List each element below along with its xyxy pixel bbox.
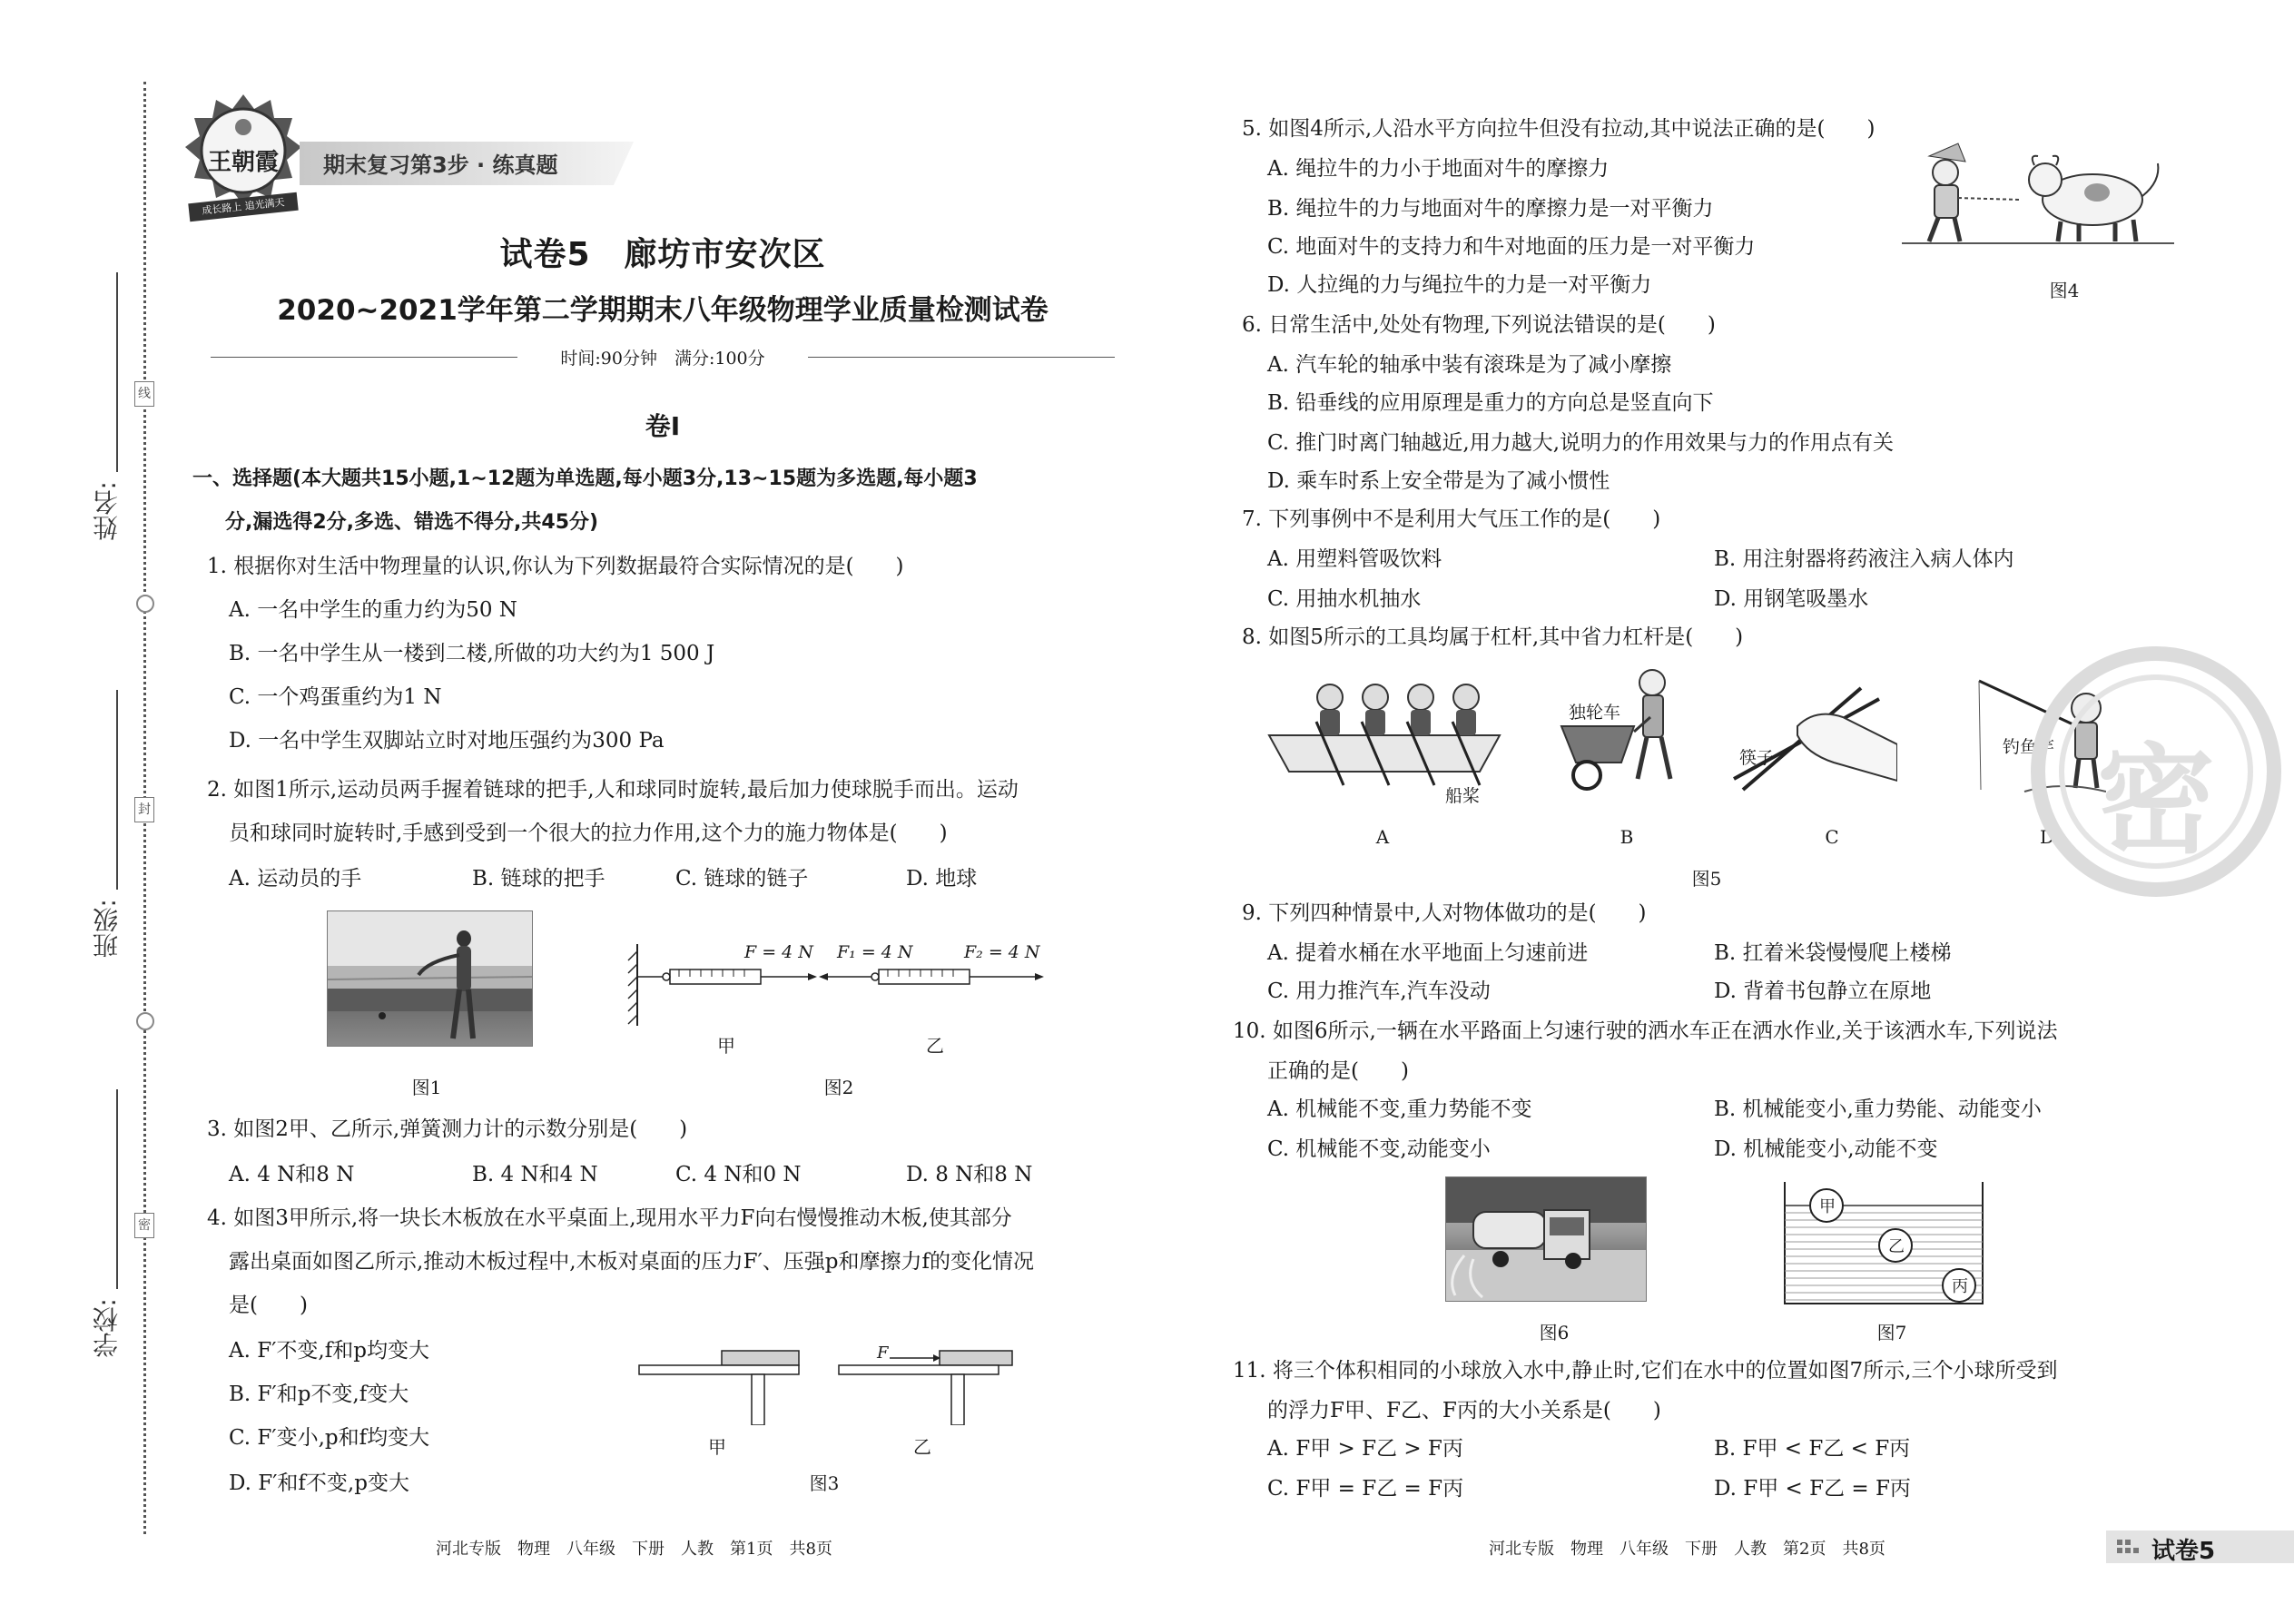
q10-option-b[interactable]: B. 机械能变小,重力势能、动能变小 <box>1714 1097 2042 1121</box>
fig5-option-label-c[interactable]: C <box>1825 826 1839 848</box>
q5-stem: 5. 如图4所示,人沿水平方向拉牛但没有拉动,其中说法正确的是( ) <box>1242 117 1876 141</box>
q10-stem-line2: 正确的是( ) <box>1267 1059 1409 1083</box>
q9-option-b[interactable]: B. 扛着米袋慢慢爬上楼梯 <box>1714 941 1952 965</box>
fig5-panel-a-boat-oars <box>1262 672 1507 790</box>
q3-option-d[interactable]: D. 8 N和8 N <box>906 1163 1033 1186</box>
fig5-label-oars: 船桨 <box>1445 786 1481 806</box>
fig2-force-f1: F₁ = 4 N <box>837 942 913 962</box>
q3-option-b[interactable]: B. 4 N和4 N <box>472 1163 598 1186</box>
fig5-option-label-b[interactable]: B <box>1620 826 1634 848</box>
q2-option-c[interactable]: C. 链球的链子 <box>675 867 809 891</box>
q10-option-c[interactable]: C. 机械能不变,动能变小 <box>1267 1137 1491 1161</box>
name-label: 姓名: <box>92 481 122 541</box>
exam-info: 时间:90分钟 满分:100分 <box>560 349 765 369</box>
fig3-force-f: F <box>877 1343 889 1363</box>
q4-option-a[interactable]: A. F′不变,f和p均变大 <box>229 1339 429 1363</box>
seal-box-line: 线 <box>134 381 154 407</box>
q4-stem-line1: 4. 如图3甲所示,将一块长木板放在水平桌面上,现用水平力F向右慢慢推动木板,使其部分 <box>207 1206 1012 1230</box>
paper-title: 试卷5 廊坊市安次区 <box>499 236 826 273</box>
q2-option-d[interactable]: D. 地球 <box>906 867 978 891</box>
binding-hole-bottom <box>136 1012 154 1030</box>
q10-option-d[interactable]: D. 机械能变小,动能不变 <box>1714 1137 1938 1161</box>
fig5-panel-b-wheelbarrow <box>1543 663 1707 799</box>
q2-stem-line1: 2. 如图1所示,运动员两手握着链球的把手,人和球同时旋转,最后加力使球脱手而出。运动 <box>207 778 1019 802</box>
publisher-logo <box>180 91 307 218</box>
q7-option-d[interactable]: D. 用钢笔吸墨水 <box>1714 587 1869 611</box>
q1-option-a[interactable]: A. 一名中学生的重力约为50 N <box>229 598 517 622</box>
info-rule-right <box>808 357 1115 358</box>
q10-option-a[interactable]: A. 机械能不变,重力势能不变 <box>1267 1097 1532 1121</box>
q7-option-b[interactable]: B. 用注射器将药液注入病人体内 <box>1714 547 2014 571</box>
fig2-spring-scale-diagram <box>626 926 1044 1026</box>
banner-text: 期末复习第3步 · 练真题 <box>323 153 558 178</box>
q6-option-c[interactable]: C. 推门时离门轴越近,用力越大,说明力的作用效果与力的作用点有关 <box>1267 431 1895 455</box>
q6-option-d[interactable]: D. 乘车时系上安全带是为了减小惯性 <box>1267 469 1610 493</box>
fig7-ball-bing: 丙 <box>1952 1277 1968 1296</box>
q11-stem-line2: 的浮力F甲、F乙、F丙的大小关系是( ) <box>1267 1399 1661 1422</box>
q9-option-a[interactable]: A. 提着水桶在水平地面上匀速前进 <box>1267 941 1589 965</box>
q5-option-c[interactable]: C. 地面对牛的支持力和牛对地面的压力是一对平衡力 <box>1267 235 1756 259</box>
fig1-hammer-throw-photo <box>327 910 533 1047</box>
binding-hole-top <box>136 595 154 613</box>
stamp-character: 密 <box>2096 732 2215 870</box>
fig5-label-chopsticks: 筷子 <box>1739 748 1775 768</box>
fig2-caption: 图2 <box>823 1077 854 1098</box>
school-field[interactable] <box>116 1089 118 1289</box>
q1-option-d[interactable]: D. 一名中学生双脚站立时对地压强约为300 Pa <box>229 729 665 753</box>
q2-option-a[interactable]: A. 运动员的手 <box>229 867 362 891</box>
fig2-label-jia: 甲 <box>717 1035 735 1057</box>
q5-option-d[interactable]: D. 人拉绳的力与绳拉牛的力是一对平衡力 <box>1267 273 1652 297</box>
name-field[interactable] <box>116 272 118 472</box>
q3-stem: 3. 如图2甲、乙所示,弹簧测力计的示数分别是( ) <box>207 1117 688 1141</box>
info-rule-left <box>211 357 517 358</box>
q5-option-b[interactable]: B. 绳拉牛的力与地面对牛的摩擦力是一对平衡力 <box>1267 197 1714 221</box>
section-heading: 卷Ⅰ <box>645 411 681 441</box>
fig7-ball-jia: 甲 <box>1819 1197 1836 1216</box>
q2-stem-line2: 员和球同时旋转时,手感到受到一个很大的拉力作用,这个力的施力物体是( ) <box>229 822 948 845</box>
fig1-caption: 图1 <box>411 1077 442 1098</box>
seal-box-secret: 密 <box>134 1213 154 1238</box>
section1-line2: 分,漏选得2分,多选、错选不得分,共45分) <box>225 511 599 534</box>
class-label: 班级: <box>92 899 122 959</box>
q4-option-c[interactable]: C. F′变小,p和f均变大 <box>229 1426 430 1450</box>
seal-box-seal: 封 <box>134 797 154 822</box>
q7-option-c[interactable]: C. 用抽水机抽水 <box>1267 587 1422 611</box>
fig5-label-wheelbarrow: 独轮车 <box>1569 703 1621 723</box>
q9-stem: 9. 下列四种情景中,人对物体做功的是( ) <box>1242 901 1647 925</box>
fig5-option-label-d[interactable]: D <box>2039 826 2055 848</box>
fig5-caption: 图5 <box>1691 868 1722 890</box>
school-label: 学校: <box>92 1298 122 1358</box>
q4-option-b[interactable]: B. F′和p不变,f变大 <box>229 1383 409 1406</box>
q5-option-a[interactable]: A. 绳拉牛的力小于地面对牛的摩擦力 <box>1267 157 1610 181</box>
q4-stem-line3: 是( ) <box>229 1294 308 1317</box>
fig7-caption: 图7 <box>1876 1322 1907 1343</box>
q11-option-d[interactable]: D. F甲 < F乙 = F丙 <box>1714 1477 1911 1501</box>
q6-option-a[interactable]: A. 汽车轮的轴承中装有滚珠是为了减小摩擦 <box>1267 353 1672 377</box>
q1-option-b[interactable]: B. 一名中学生从一楼到二楼,所做的功大约为1 500 J <box>229 642 715 665</box>
q7-stem: 7. 下列事例中不是利用大气压工作的是( ) <box>1242 507 1661 531</box>
section1-line1: 一、选择题(本大题共15小题,1~12题为单选题,每小题3分,13~15题为多选题,每小题3 <box>192 468 978 490</box>
fig2-force-f: F = 4 N <box>744 942 813 962</box>
fig7-ball-yi: 乙 <box>1888 1237 1905 1256</box>
q11-stem-line1: 11. 将三个体积相同的小球放入水中,静止时,它们在水中的位置如图7所示,三个小球所受到 <box>1233 1359 2058 1383</box>
fig5-option-label-a[interactable]: A <box>1375 826 1390 848</box>
paper-subtitle: 2020~2021学年第二学期期末八年级物理学业质量检测试卷 <box>277 294 1049 327</box>
class-field[interactable] <box>116 690 118 890</box>
logo-ribbon: 成长路上 追光满天 <box>188 192 298 221</box>
fig3-board-diagram <box>635 1343 1017 1425</box>
secret-stamp-watermark <box>2020 635 2292 908</box>
fig6-caption: 图6 <box>1539 1322 1570 1343</box>
fig4-caption: 图4 <box>2049 280 2080 301</box>
q6-stem: 6. 日常生活中,处处有物理,下列说法错误的是( ) <box>1242 313 1716 337</box>
fig3-label-yi: 乙 <box>913 1436 931 1458</box>
footer-left: 河北专版 物理 八年级 下册 人教 第1页 共8页 <box>436 1540 832 1559</box>
q9-option-c[interactable]: C. 用力推汽车,汽车没动 <box>1267 979 1491 1003</box>
q3-option-c[interactable]: C. 4 N和0 N <box>675 1163 802 1186</box>
q7-option-a[interactable]: A. 用塑料管吸饮料 <box>1267 547 1442 571</box>
q2-option-b[interactable]: B. 链球的把手 <box>472 867 605 891</box>
fig5-panel-c-chopsticks <box>1725 681 1897 799</box>
fig2-label-yi: 乙 <box>926 1035 944 1057</box>
q1-stem: 1. 根据你对生活中物理量的认识,你认为下列数据最符合实际情况的是( ) <box>207 555 904 578</box>
logo-text: 王朝霞 <box>207 149 279 176</box>
fig3-caption: 图3 <box>809 1472 840 1494</box>
fig4-person-pulling-cow <box>1902 136 2174 263</box>
q3-option-a[interactable]: A. 4 N和8 N <box>229 1163 355 1186</box>
fig5-label-fishing-rod: 钓鱼竿 <box>2003 737 2055 757</box>
q8-stem: 8. 如图5所示的工具均属于杠杆,其中省力杠杆是( ) <box>1242 625 1744 649</box>
q1-option-c[interactable]: C. 一个鸡蛋重约为1 N <box>229 685 442 709</box>
fig2-force-f2: F₂ = 4 N <box>964 942 1040 962</box>
footer-squares-icon <box>2117 1538 2153 1556</box>
footer-paper-tag: 试卷5 <box>2151 1538 2216 1565</box>
q6-option-b[interactable]: B. 铅垂线的应用原理是重力的方向总是竖直向下 <box>1267 391 1714 415</box>
fig6-sprinkler-truck-photo <box>1445 1176 1647 1302</box>
q9-option-d[interactable]: D. 背着书包静立在原地 <box>1714 979 1932 1003</box>
q4-option-d[interactable]: D. F′和f不变,p变大 <box>229 1471 409 1495</box>
q4-stem-line2: 露出桌面如图乙所示,推动木板过程中,木板对桌面的压力F′、压强p和摩擦力f的变化情况 <box>229 1250 1035 1274</box>
footer-right: 河北专版 物理 八年级 下册 人教 第2页 共8页 <box>1489 1540 1885 1559</box>
q11-option-a[interactable]: A. F甲 > F乙 > F丙 <box>1267 1437 1463 1461</box>
q11-option-b[interactable]: B. F甲 < F乙 < F丙 <box>1714 1437 1911 1461</box>
q11-option-c[interactable]: C. F甲 = F乙 = F丙 <box>1267 1477 1464 1501</box>
fig3-label-jia: 甲 <box>708 1436 726 1458</box>
q10-stem-line1: 10. 如图6所示,一辆在水平路面上匀速行驶的洒水车正在洒水作业,关于该洒水车,下列说法 <box>1233 1019 2058 1043</box>
